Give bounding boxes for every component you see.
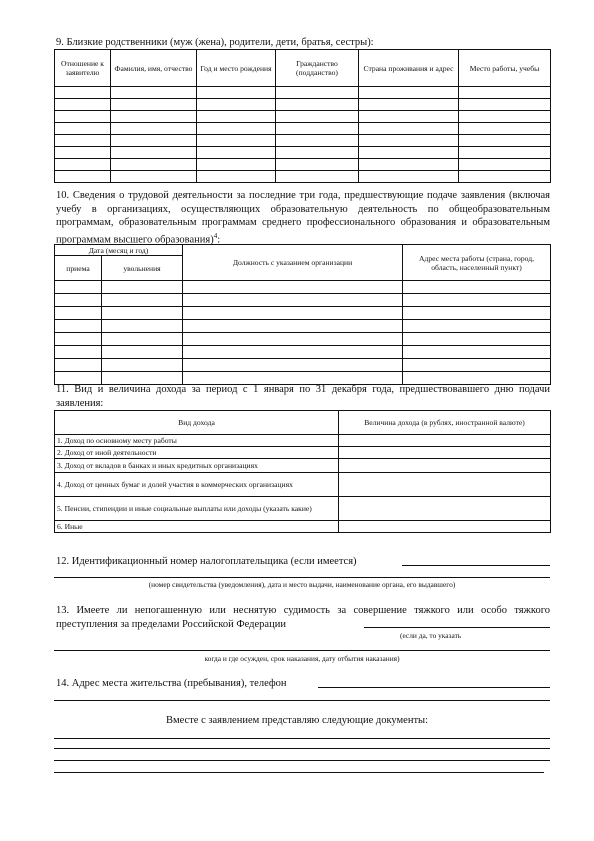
table-row (55, 333, 551, 346)
table-cell[interactable] (111, 135, 197, 147)
table-row (55, 346, 551, 359)
col-dismissal: увольнения (102, 256, 183, 281)
table-cell[interactable] (55, 99, 111, 111)
address-input-line-2[interactable] (54, 700, 550, 701)
col-hire: приема (55, 256, 102, 281)
table-cell[interactable] (183, 346, 403, 359)
table-cell[interactable] (55, 294, 102, 307)
table-cell[interactable] (276, 147, 359, 159)
table-cell[interactable] (55, 333, 102, 346)
documents-line[interactable] (54, 772, 544, 773)
col-work-address: Адрес места работы (страна, город, область, населенный пункт) (403, 245, 551, 281)
table-cell[interactable] (276, 99, 359, 111)
section-11-text: 11. Вид и величина дохода за период с 1 января по 31 декабря года, предшествовавшего дню подачи заявления: (56, 384, 550, 409)
table-cell[interactable] (197, 99, 276, 111)
table-row (55, 135, 551, 147)
col-income-type: Вид дохода (55, 411, 339, 435)
table-cell[interactable] (276, 111, 359, 123)
table-cell[interactable] (55, 87, 111, 99)
table-cell[interactable] (459, 123, 551, 135)
table-cell[interactable] (403, 307, 551, 320)
table-cell[interactable] (459, 171, 551, 183)
table-row (55, 147, 551, 159)
table-cell[interactable] (111, 171, 197, 183)
table-row (55, 294, 551, 307)
table-row (55, 320, 551, 333)
conviction-details-line[interactable] (54, 650, 550, 651)
section-12-caption: (номер свидетельства (уведомления), дата и место выдачи, наименование органа, его выдавшего) (148, 580, 456, 589)
table-cell[interactable] (459, 147, 551, 159)
table-cell[interactable] (55, 171, 111, 183)
documents-line[interactable] (54, 760, 550, 761)
table-row (55, 99, 551, 111)
table-cell[interactable] (359, 159, 459, 171)
table-cell[interactable] (403, 359, 551, 372)
col-date: Дата (месяц и год) (55, 245, 183, 256)
section-10-text: 10. Сведения о трудовой деятельности за последние три года, предшествующие подаче заявления (включая учебу в организациях, осуществляющих образовательную деятельность по общеобразовательным программам, образовательным программам среднего профессионального образования и образовательным программам высшего образования)$^4$: (56, 190, 550, 245)
table-cell[interactable] (102, 294, 183, 307)
section-13-caption-right: (если да, то указать (400, 631, 462, 640)
table-cell[interactable] (197, 171, 276, 183)
table-cell[interactable] (111, 159, 197, 171)
section-13-caption-bottom: когда и где осужден, срок наказания, дату отбытия наказания) (204, 654, 400, 663)
income-row-value[interactable] (339, 435, 551, 447)
table-cell[interactable] (102, 281, 183, 294)
table-row (55, 281, 551, 294)
table-cell[interactable] (183, 281, 403, 294)
table-cell[interactable] (55, 320, 102, 333)
table-cell[interactable] (55, 346, 102, 359)
section-9-title: 9. Близкие родственники (муж (жена), родители, дети, братья, сестры): (56, 37, 374, 48)
col-work: Место работы, учебы (459, 50, 551, 87)
table-cell[interactable] (403, 346, 551, 359)
table-cell[interactable] (111, 99, 197, 111)
col-income-amount: Величина дохода (в рублях, иностранной валюте) (339, 411, 551, 435)
table-cell[interactable] (359, 147, 459, 159)
table-cell[interactable] (55, 359, 102, 372)
table-cell[interactable] (55, 307, 102, 320)
table-cell[interactable] (403, 333, 551, 346)
table-row (55, 159, 551, 171)
table-row (55, 171, 551, 183)
table-cell[interactable] (111, 147, 197, 159)
table-cell[interactable] (55, 159, 111, 171)
table-cell[interactable] (183, 333, 403, 346)
income-row-label: 4. Доход от ценных бумаг и долей участия в коммерческих организациях (55, 473, 339, 497)
table-cell[interactable] (197, 147, 276, 159)
income-row-value[interactable] (339, 497, 551, 521)
table-cell[interactable] (359, 99, 459, 111)
table-cell[interactable] (276, 135, 359, 147)
inn-details-line[interactable] (54, 577, 550, 578)
table-cell[interactable] (102, 346, 183, 359)
col-residence: Страна проживания и адрес (359, 50, 459, 87)
income-row-label: 2. Доход от иной деятельности (55, 447, 339, 459)
table-row (55, 123, 551, 135)
table-cell[interactable] (276, 159, 359, 171)
documents-line[interactable] (54, 748, 550, 749)
income-row-label: 1. Доход по основному месту работы (55, 435, 339, 447)
table-cell[interactable] (183, 359, 403, 372)
table-cell[interactable] (55, 147, 111, 159)
section-12-text: 12. Идентификационный номер налогоплательщика (если имеется) (56, 556, 357, 567)
col-birth: Год и место рождения (197, 50, 276, 87)
table-cell[interactable] (111, 123, 197, 135)
table-cell[interactable] (55, 135, 111, 147)
income-row-value[interactable] (339, 447, 551, 459)
income-row-label: 6. Иные (55, 521, 339, 533)
table-row (55, 359, 551, 372)
col-relation: Отношение к заявителю (55, 50, 111, 87)
table-cell[interactable] (459, 135, 551, 147)
table-cell[interactable] (183, 320, 403, 333)
table-cell[interactable] (197, 111, 276, 123)
income-row-value[interactable] (339, 521, 551, 533)
table-row (55, 307, 551, 320)
table-cell[interactable] (197, 135, 276, 147)
table-cell[interactable] (111, 87, 197, 99)
table-cell[interactable] (197, 87, 276, 99)
table-cell[interactable] (359, 123, 459, 135)
table-cell[interactable] (276, 171, 359, 183)
table-row (55, 111, 551, 123)
table-cell[interactable] (276, 87, 359, 99)
table-cell[interactable] (183, 307, 403, 320)
conviction-input-line[interactable] (364, 627, 550, 628)
table-cell[interactable] (403, 281, 551, 294)
col-citizenship: Гражданство (подданство) (276, 50, 359, 87)
table-cell[interactable] (102, 333, 183, 346)
table-cell[interactable] (102, 359, 183, 372)
table-cell[interactable] (197, 159, 276, 171)
table-cell[interactable] (403, 320, 551, 333)
income-row-label: 5. Пенсии, стипендии и иные социальные выплаты или доходы (указать какие) (55, 497, 339, 521)
table-cell[interactable] (102, 307, 183, 320)
table-cell[interactable] (459, 87, 551, 99)
table-cell[interactable] (359, 135, 459, 147)
table-cell[interactable] (459, 99, 551, 111)
table-cell[interactable] (55, 123, 111, 135)
table-cell[interactable] (55, 111, 111, 123)
col-position: Должность с указанием организации (183, 245, 403, 281)
table-cell[interactable] (359, 171, 459, 183)
table-cell[interactable] (359, 111, 459, 123)
table-cell[interactable] (403, 294, 551, 307)
documents-line[interactable] (54, 738, 550, 739)
income-row-value[interactable] (339, 473, 551, 497)
relatives-table (54, 49, 551, 183)
documents-title: Вместе с заявлением представляю следующие документы: (165, 715, 429, 726)
table-cell[interactable] (459, 111, 551, 123)
table-cell[interactable] (459, 159, 551, 171)
table-cell[interactable] (359, 87, 459, 99)
inn-input-line[interactable] (402, 565, 550, 566)
col-fullname: Фамилия, имя, отчество (111, 50, 197, 87)
table-cell[interactable] (102, 320, 183, 333)
table-row (55, 87, 551, 99)
section-14-text: 14. Адрес места жительства (пребывания), телефон (56, 678, 287, 689)
income-row-value[interactable] (339, 459, 551, 473)
income-table (54, 410, 551, 533)
table-cell[interactable] (276, 123, 359, 135)
table-cell[interactable] (183, 294, 403, 307)
table-cell[interactable] (111, 111, 197, 123)
income-row-label: 3. Доход от вкладов в банках и иных кредитных организациях (55, 459, 339, 473)
table-cell[interactable] (197, 123, 276, 135)
employment-table (54, 244, 551, 385)
section-13-text: 13. Имеете ли непогашенную или неснятую судимость за совершение тяжкого или особо тяжкого преступления за пределами Российской Федерации (56, 605, 550, 630)
table-cell[interactable] (55, 281, 102, 294)
address-input-line[interactable] (318, 687, 550, 688)
